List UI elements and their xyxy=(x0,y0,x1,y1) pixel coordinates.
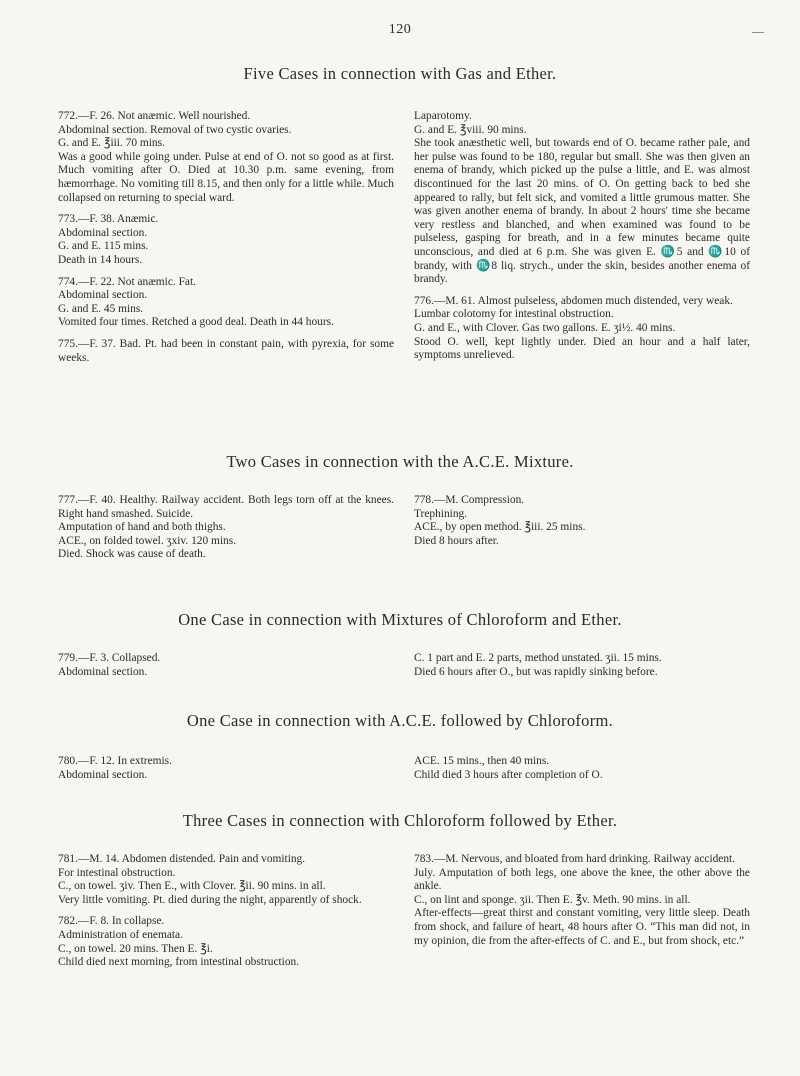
right-column xyxy=(414,494,750,556)
section-title: Three Cases in connection with Chloroform followed by Ether. xyxy=(182,811,618,830)
case-772: 772.—F. 26. Not anæmic. Well nourished. Abdominal section. Removal of two cystic ovaries. G. and E. ℥iii. 70 mins. Was a good while going under. Pulse at end of O. not so good as at first. Much vomiting after O. Died at 10.30 p.m. same evening, from hæmorrhage. No vomiting till 8.15, and then only for a little while. Much collapsed on returning to special ward. xyxy=(58,110,394,204)
section-title: Five Cases in connection with Gas and Ether. xyxy=(243,64,557,83)
section-chloroform-ether-mixtures xyxy=(0,610,800,692)
left-column xyxy=(58,755,394,790)
case-780-details: ACE. 15 mins., then 40 mins. Child died 3 hours after completion of O. xyxy=(414,755,603,781)
section-title: One Case in connection with A.C.E. followed by Chloroform. xyxy=(186,711,614,730)
section-ace-then-chloroform xyxy=(0,711,800,795)
right-column xyxy=(414,853,750,956)
section-gas-ether xyxy=(0,64,800,410)
right-column xyxy=(414,755,750,790)
case-782: 782.—F. 8. In collapse. Administration of enemata. C., on towel. 20 mins. Then E. ℥i. Child died next morning, from intestinal obstruction. xyxy=(58,915,300,969)
case-775: 775.—F. 37. Bad. Pt. had been in constant pain, with pyrexia, for some weeks. xyxy=(58,337,394,364)
case-778: 778.—M. Compression. Trephining. ACE., by open method. ℥iii. 25 mins. Died 8 hours after. xyxy=(414,494,586,547)
case-777: 777.—F. 40. Healthy. Railway accident. Both legs torn off at the knees. Right hand smashed. Suicide. Amputation of hand and both thighs. ACE., on folded towel. ʒxiv. 120 mins. Died. Shock was cause of death. xyxy=(58,494,394,561)
case-781: 781.—M. 14. Abdomen distended. Pain and vomiting. For intestinal obstruction. C., on towel. ʒiv. Then E., with Clover. ℥ii. 90 mins. in all. Very little vomiting. Pt. died during the night, apparently of shock. xyxy=(58,853,362,906)
case-774: 774.—F. 22. Not anæmic. Fat. Abdominal section. G. and E. 45 mins. Vomited four times. Retched a good deal. Death in 44 hours. xyxy=(58,275,334,329)
left-column xyxy=(58,110,394,373)
case-779: 779.—F. 3. Collapsed. Abdominal section. xyxy=(58,652,161,678)
case-780: 780.—F. 12. In extremis. Abdominal section. xyxy=(58,755,172,781)
left-column xyxy=(58,652,394,687)
case-783: 783.—M. Nervous, and bloated from hard drinking. Railway accident. July. Amputation of both legs, one above the knee, the other above the ankle. C., on lint and sponge. ʒii. Then E. ℥v. Meth. 90 mins. in all. After-effects—great thirst and constant vomiting, very little sleep. Death from shock, and failure of heart, 48 hours after O. “This man did not, in my opinion, die from the after-effects of C. and E., but from shock, etc.” xyxy=(414,853,750,947)
left-column xyxy=(58,494,394,570)
right-column xyxy=(414,652,750,687)
left-column xyxy=(58,853,394,978)
case-776: 776.—M. 61. Almost pulseless, abdomen much distended, very weak. Lumbar colotomy for intestinal obstruction. G. and E., with Clover. Gas two gallons. E. ʒi½. 40 mins. Stood O. well, kept lightly under. Died an hour and a half later, symptoms unrelieved. xyxy=(414,294,750,362)
case-775-continued: Laparotomy. G. and E. ℥viii. 90 mins. She took anæsthetic well, but towards end of O. became rather pale, and her pulse was found to be 180, regular but small. She was then given an enema of brandy, which picked up the pulse a little, and E. was almost discontinued for the last 20 mins. of O. On getting back to bed she appeared to rally, but felt sick, and vomited a little grumous matter. She was given another enema of brandy. In about 2 hours' time she became very restless and blanched, and when examined was found to be pulseless, gasping for breath, and in a few minutes became quite unconscious, and died at 6 p.m. She was given E. ♏5 and ♏10 of brandy, with ♏8 liq. strych., under the skin, besides another enema of brandy. xyxy=(414,110,750,286)
page-number: 120 xyxy=(388,22,412,37)
right-column xyxy=(414,110,750,371)
corner-mark: — xyxy=(752,24,764,38)
section-title: One Case in connection with Mixtures of Chloroform and Ether. xyxy=(178,610,622,629)
section-title: Two Cases in connection with the A.C.E. Mixture. xyxy=(226,452,574,471)
section-ace-mixture xyxy=(0,452,800,564)
case-779-details: C. 1 part and E. 2 parts, method unstated. ʒii. 15 mins. Died 6 hours after O., but was rapidly sinking before. xyxy=(414,652,662,678)
case-773: 773.—F. 38. Anæmic. Abdominal section. G. and E. 115 mins. Death in 14 hours. xyxy=(58,213,159,266)
section-chloroform-then-ether xyxy=(0,811,800,1033)
